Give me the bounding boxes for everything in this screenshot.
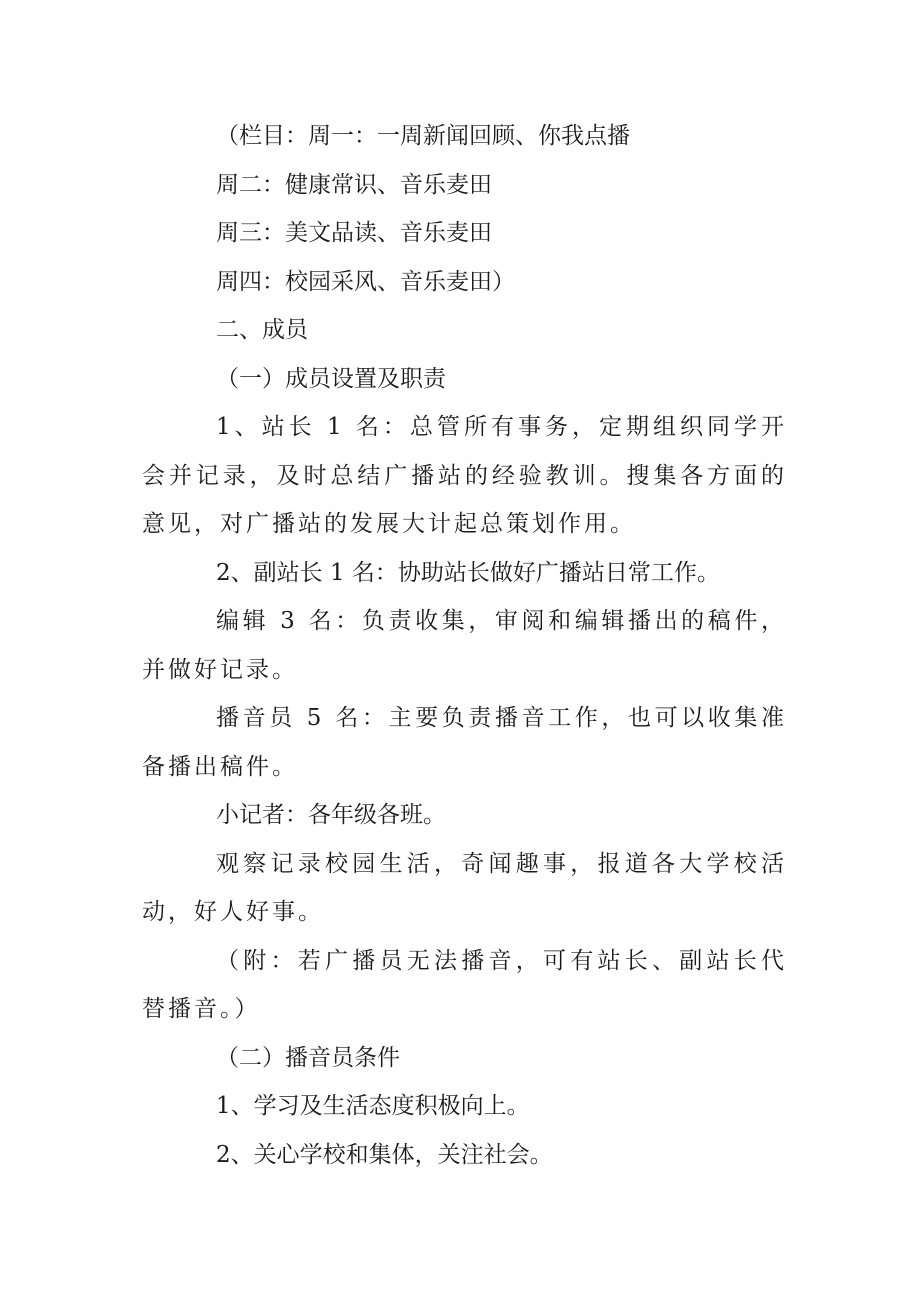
section-heading-members: 二、成员 bbox=[216, 317, 308, 343]
paragraph-reporter-duties: 观察记录校园生活，奇闻趣事，报道各大学校活动，好人好事。 bbox=[142, 850, 787, 925]
paragraph-station-head: 1、站长 1 名：总管所有事务，定期组织同学开会并记录，及时总结广播站的经验教训。搜集各方面的意见，对广播站的发展大计起总策划作用。 bbox=[142, 414, 787, 537]
subsection-heading-announcer-requirements: （二）播音员条件 bbox=[216, 1044, 400, 1071]
paragraph-deputy-head: 2、副站长 1 名：协助站长做好广播站日常工作。 bbox=[216, 559, 720, 586]
paragraph-note-substitute: （附：若广播员无法播音，可有站长、副站长代替播音。） bbox=[142, 947, 787, 1022]
paragraph-requirement-1: 1、学习及生活态度积极向上。 bbox=[216, 1093, 530, 1119]
subsection-heading-roles: （一）成员设置及职责 bbox=[216, 365, 446, 392]
document-body bbox=[142, 112, 787, 1179]
paragraph-announcers: 播音员 5 名：主要负责播音工作，也可以收集准备播出稿件。 bbox=[142, 705, 787, 780]
paragraph-columns-monday: （栏目：周一：一周新闻回顾、你我点播 bbox=[216, 123, 630, 149]
paragraph-editors: 编辑 3 名：负责收集，审阅和编辑播出的稿件，并做好记录。 bbox=[142, 608, 787, 683]
paragraph-columns-tuesday: 周二：健康常识、音乐麦田 bbox=[216, 171, 492, 198]
paragraph-columns-wednesday: 周三：美文品读、音乐麦田 bbox=[216, 220, 492, 246]
paragraph-requirement-2: 2、关心学校和集体，关注社会。 bbox=[216, 1141, 553, 1168]
paragraph-reporters: 小记者：各年级各班。 bbox=[216, 802, 446, 828]
paragraph-columns-thursday: 周四：校园采风、音乐麦田） bbox=[216, 268, 515, 295]
